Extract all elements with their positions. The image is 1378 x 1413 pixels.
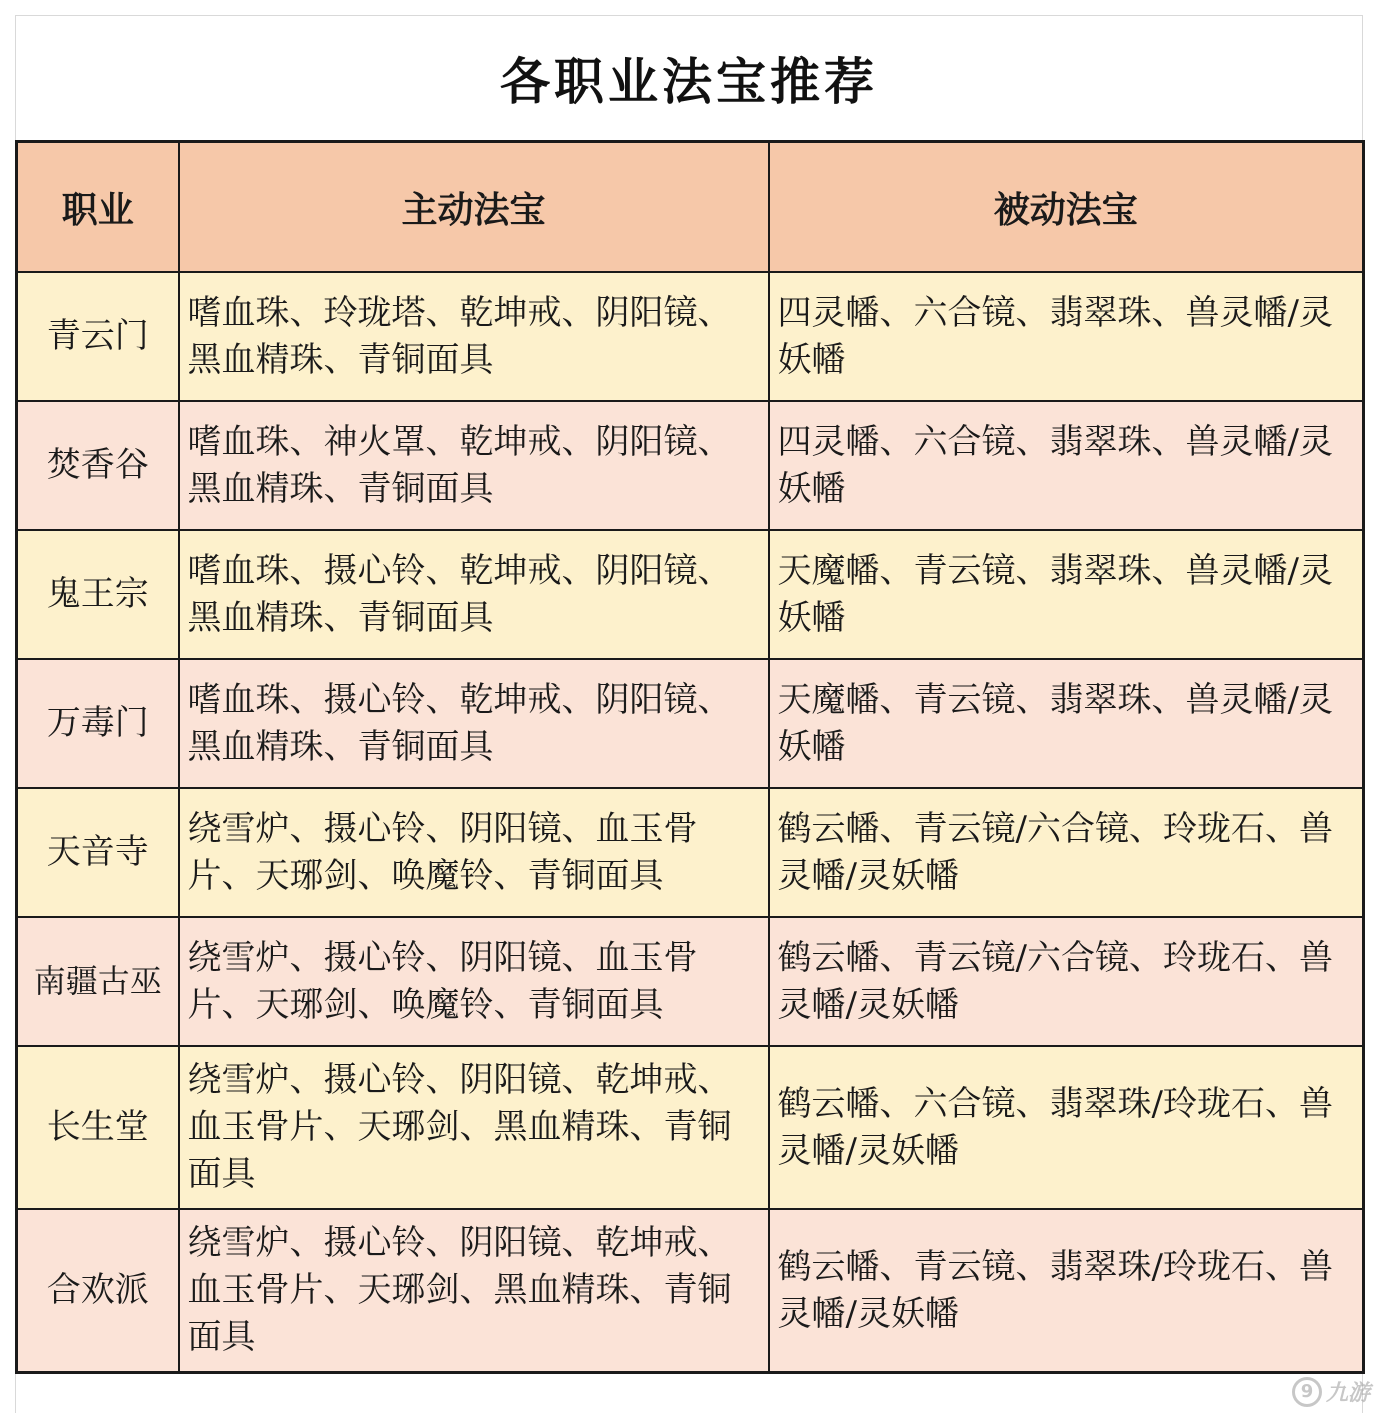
passive-treasure-cell: 天魔幡、青云镜、翡翠珠、兽灵幡/灵妖幡 bbox=[769, 659, 1364, 788]
nine-game-logo-icon: 9 bbox=[1292, 1377, 1322, 1407]
class-name-cell: 万毒门 bbox=[17, 659, 179, 788]
active-treasure-cell: 绕雪炉、摄心铃、阴阳镜、血玉骨片、天琊剑、唤魔铃、青铜面具 bbox=[179, 788, 769, 917]
active-treasure-cell: 绕雪炉、摄心铃、阴阳镜、乾坤戒、血玉骨片、天琊剑、黑血精珠、青铜面具 bbox=[179, 1046, 769, 1209]
watermark bbox=[1292, 1376, 1370, 1407]
table-row bbox=[17, 530, 1364, 659]
table-row bbox=[17, 1046, 1364, 1209]
header-passive-treasure: 被动法宝 bbox=[769, 142, 1364, 273]
table-row bbox=[17, 788, 1364, 917]
table-header-row bbox=[17, 142, 1364, 273]
class-name-cell: 鬼王宗 bbox=[17, 530, 179, 659]
passive-treasure-cell: 天魔幡、青云镜、翡翠珠、兽灵幡/灵妖幡 bbox=[769, 530, 1364, 659]
class-name-cell: 南疆古巫 bbox=[17, 917, 179, 1046]
table-row bbox=[17, 917, 1364, 1046]
table-row bbox=[17, 1209, 1364, 1373]
active-treasure-cell: 绕雪炉、摄心铃、阴阳镜、血玉骨片、天琊剑、唤魔铃、青铜面具 bbox=[179, 917, 769, 1046]
passive-treasure-cell: 四灵幡、六合镜、翡翠珠、兽灵幡/灵妖幡 bbox=[769, 272, 1364, 401]
page-title: 各职业法宝推荐 bbox=[500, 52, 878, 111]
active-treasure-cell: 嗜血珠、神火罩、乾坤戒、阴阳镜、黑血精珠、青铜面具 bbox=[179, 401, 769, 530]
class-name-cell: 合欢派 bbox=[17, 1209, 179, 1373]
header-class: 职业 bbox=[17, 142, 179, 273]
table-row bbox=[17, 401, 1364, 530]
header-active-treasure: 主动法宝 bbox=[179, 142, 769, 273]
treasure-recommendation-table bbox=[15, 140, 1365, 1374]
table-row bbox=[17, 272, 1364, 401]
title-banner bbox=[16, 16, 1362, 140]
class-name-cell: 焚香谷 bbox=[17, 401, 179, 530]
class-name-cell: 青云门 bbox=[17, 272, 179, 401]
passive-treasure-cell: 鹤云幡、青云镜/六合镜、玲珑石、兽灵幡/灵妖幡 bbox=[769, 917, 1364, 1046]
active-treasure-cell: 嗜血珠、玲珑塔、乾坤戒、阴阳镜、黑血精珠、青铜面具 bbox=[179, 272, 769, 401]
table-row bbox=[17, 659, 1364, 788]
passive-treasure-cell: 鹤云幡、青云镜、翡翠珠/玲珑石、兽灵幡/灵妖幡 bbox=[769, 1209, 1364, 1373]
passive-treasure-cell: 鹤云幡、六合镜、翡翠珠/玲珑石、兽灵幡/灵妖幡 bbox=[769, 1046, 1364, 1209]
class-name-cell: 天音寺 bbox=[17, 788, 179, 917]
active-treasure-cell: 嗜血珠、摄心铃、乾坤戒、阴阳镜、黑血精珠、青铜面具 bbox=[179, 659, 769, 788]
active-treasure-cell: 嗜血珠、摄心铃、乾坤戒、阴阳镜、黑血精珠、青铜面具 bbox=[179, 530, 769, 659]
passive-treasure-cell: 鹤云幡、青云镜/六合镜、玲珑石、兽灵幡/灵妖幡 bbox=[769, 788, 1364, 917]
passive-treasure-cell: 四灵幡、六合镜、翡翠珠、兽灵幡/灵妖幡 bbox=[769, 401, 1364, 530]
active-treasure-cell: 绕雪炉、摄心铃、阴阳镜、乾坤戒、血玉骨片、天琊剑、黑血精珠、青铜面具 bbox=[179, 1209, 769, 1373]
class-name-cell: 长生堂 bbox=[17, 1046, 179, 1209]
watermark-text: 九游 bbox=[1325, 1381, 1370, 1406]
